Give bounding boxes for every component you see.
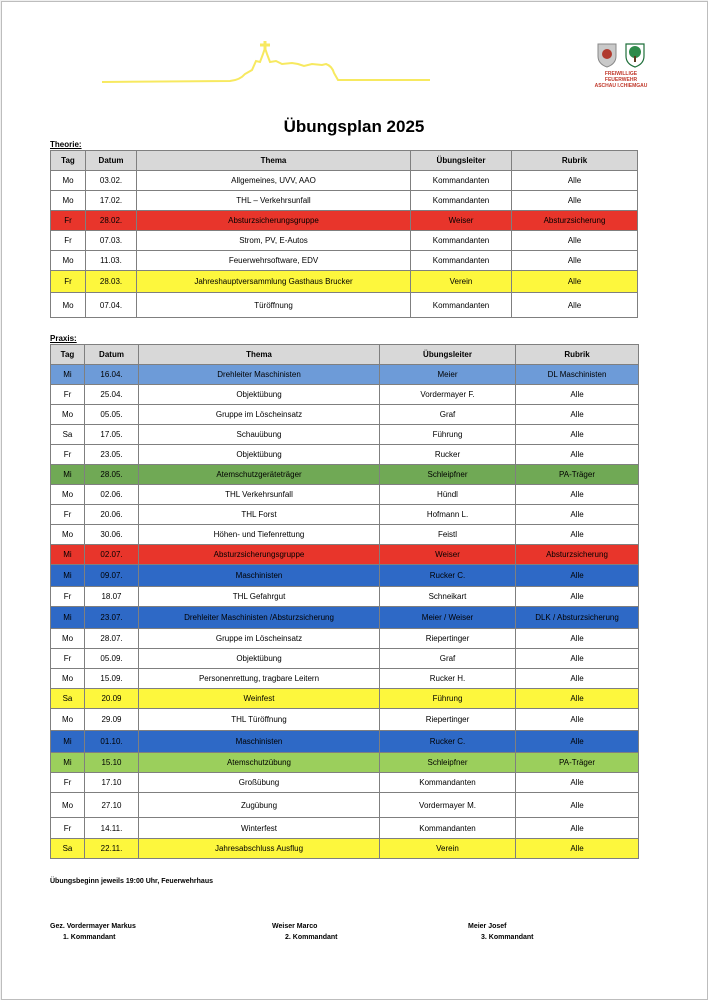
cell-tag: Mo (51, 251, 86, 271)
brigade-name: FREIWILLIGE FEUERWEHR ASCHAU I.CHIEMGAU (594, 71, 648, 89)
cell-datum: 09.07. (85, 565, 139, 587)
cell-uebungsleiter: Führung (380, 689, 516, 709)
column-header-rubrik: Rubrik (512, 151, 638, 171)
cell-datum: 23.07. (85, 607, 139, 629)
table-row (51, 465, 639, 485)
cell-thema: Allgemeines, UVV, AAO (137, 171, 411, 191)
cell-datum: 07.04. (86, 293, 137, 318)
cell-datum: 20.06. (85, 505, 139, 525)
cell-thema: Objektübung (139, 445, 380, 465)
column-header-thema: Thema (137, 151, 411, 171)
cell-rubrik: DLK / Absturzsicherung (516, 607, 639, 629)
cell-uebungsleiter: Führung (380, 425, 516, 445)
cell-rubrik: Alle (516, 587, 639, 607)
cell-rubrik: Alle (512, 171, 638, 191)
cell-datum: 07.03. (86, 231, 137, 251)
cell-thema: Zugübung (139, 793, 380, 818)
cell-rubrik: Alle (516, 649, 639, 669)
cell-rubrik: Absturzsicherung (516, 545, 639, 565)
cell-datum: 02.06. (85, 485, 139, 505)
cell-uebungsleiter: Hofmann L. (380, 505, 516, 525)
cell-datum: 27.10 (85, 793, 139, 818)
column-header-uebungsleiter: Übungsleiter (380, 345, 516, 365)
cell-tag: Mi (51, 607, 85, 629)
cell-rubrik: Alle (516, 793, 639, 818)
praxis-table (50, 344, 639, 859)
cell-rubrik: Alle (516, 709, 639, 731)
table-row (51, 689, 639, 709)
cell-rubrik: DL Maschinisten (516, 365, 639, 385)
cell-tag: Mi (51, 545, 85, 565)
cell-thema: THL – Verkehrsunfall (137, 191, 411, 211)
table-row (51, 793, 639, 818)
cell-uebungsleiter: Feistl (380, 525, 516, 545)
table-row (51, 731, 639, 753)
cell-uebungsleiter: Kommandanten (380, 818, 516, 839)
table-row (51, 607, 639, 629)
cell-thema: Winterfest (139, 818, 380, 839)
table-row (51, 171, 638, 191)
cell-datum: 15.09. (85, 669, 139, 689)
fire-brigade-logo (592, 42, 650, 89)
cell-uebungsleiter: Schleipfner (380, 465, 516, 485)
cell-rubrik: Alle (516, 445, 639, 465)
table-row (51, 753, 639, 773)
table-row (51, 211, 638, 231)
cell-uebungsleiter: Verein (411, 271, 512, 293)
cell-tag: Mo (51, 405, 85, 425)
column-header-thema: Thema (139, 345, 380, 365)
cell-uebungsleiter: Rucker (380, 445, 516, 465)
cell-rubrik: Alle (512, 251, 638, 271)
cell-tag: Fr (51, 773, 85, 793)
signature-role: 1. Kommandant (63, 934, 116, 941)
table-row (51, 545, 639, 565)
cell-datum: 28.02. (86, 211, 137, 231)
cell-thema: Höhen- und Tiefenrettung (139, 525, 380, 545)
cell-rubrik: Alle (516, 485, 639, 505)
cell-rubrik: Alle (516, 565, 639, 587)
cell-rubrik: Alle (516, 818, 639, 839)
table-row (51, 425, 639, 445)
cell-tag: Mi (51, 365, 85, 385)
table-row (51, 818, 639, 839)
mountain-church-decoration (100, 40, 440, 92)
cell-tag: Mo (51, 293, 86, 318)
cell-tag: Fr (51, 505, 85, 525)
helmet-crest-icon (595, 42, 619, 68)
cell-datum: 05.09. (85, 649, 139, 669)
cell-rubrik: Alle (512, 271, 638, 293)
cell-tag: Mo (51, 485, 85, 505)
cell-thema: Feuerwehrsoftware, EDV (137, 251, 411, 271)
cell-tag: Mo (51, 793, 85, 818)
cell-thema: Großübung (139, 773, 380, 793)
cell-tag: Mi (51, 731, 85, 753)
cell-uebungsleiter: Weiser (380, 545, 516, 565)
signature-name: Meier Josef (468, 923, 507, 930)
cell-rubrik: Alle (516, 425, 639, 445)
cell-rubrik: Alle (512, 293, 638, 318)
cell-thema: Jahresabschluss Ausflug (139, 839, 380, 859)
cell-uebungsleiter: Riepertinger (380, 709, 516, 731)
cell-tag: Fr (51, 649, 85, 669)
cell-datum: 17.10 (85, 773, 139, 793)
cell-datum: 28.07. (85, 629, 139, 649)
cell-thema: Strom, PV, E-Autos (137, 231, 411, 251)
praxis-section-label: Praxis: (50, 334, 77, 343)
cell-datum: 22.11. (85, 839, 139, 859)
cell-uebungsleiter: Graf (380, 649, 516, 669)
cell-uebungsleiter: Graf (380, 405, 516, 425)
signature-3 (468, 921, 534, 943)
cell-thema: THL Forst (139, 505, 380, 525)
cell-uebungsleiter: Schleipfner (380, 753, 516, 773)
cell-thema: THL Verkehrsunfall (139, 485, 380, 505)
cell-rubrik: Alle (516, 731, 639, 753)
table-row (51, 587, 639, 607)
cell-uebungsleiter: Meier / Weiser (380, 607, 516, 629)
start-time-note: Übungsbeginn jeweils 19:00 Uhr, Feuerwehrhaus (50, 878, 213, 885)
cell-uebungsleiter: Rucker H. (380, 669, 516, 689)
cell-uebungsleiter: Hündl (380, 485, 516, 505)
theorie-table (50, 150, 638, 318)
cell-tag: Mo (51, 171, 86, 191)
cell-datum: 29.09 (85, 709, 139, 731)
table-row (51, 839, 639, 859)
cell-tag: Fr (51, 271, 86, 293)
cell-tag: Fr (51, 587, 85, 607)
cell-rubrik: Alle (512, 231, 638, 251)
cell-uebungsleiter: Verein (380, 839, 516, 859)
cell-thema: Objektübung (139, 649, 380, 669)
cell-uebungsleiter: Rucker C. (380, 731, 516, 753)
cell-rubrik: Alle (516, 629, 639, 649)
signature-role: 3. Kommandant (481, 934, 534, 941)
cell-tag: Fr (51, 231, 86, 251)
table-row (51, 669, 639, 689)
table-row (51, 385, 639, 405)
cell-datum: 02.07. (85, 545, 139, 565)
table-row (51, 271, 638, 293)
cell-thema: Drehleiter Maschinisten (139, 365, 380, 385)
cell-rubrik: Alle (516, 505, 639, 525)
cell-uebungsleiter: Kommandanten (411, 293, 512, 318)
cell-datum: 03.02. (86, 171, 137, 191)
column-header-tag: Tag (51, 345, 85, 365)
table-row (51, 231, 638, 251)
cell-rubrik: Alle (516, 385, 639, 405)
cell-datum: 15.10 (85, 753, 139, 773)
cell-uebungsleiter: Vordermayer M. (380, 793, 516, 818)
cell-datum: 18.07 (85, 587, 139, 607)
cell-tag: Mo (51, 709, 85, 731)
cell-tag: Sa (51, 839, 85, 859)
table-row (51, 565, 639, 587)
cell-thema: Atemschutzübung (139, 753, 380, 773)
cell-rubrik: Alle (516, 405, 639, 425)
cell-datum: 28.03. (86, 271, 137, 293)
cell-datum: 01.10. (85, 731, 139, 753)
cell-thema: Jahreshauptversammlung Gasthaus Brucker (137, 271, 411, 293)
cell-thema: THL Türöffnung (139, 709, 380, 731)
table-row (51, 405, 639, 425)
table-row (51, 649, 639, 669)
table-row (51, 525, 639, 545)
cell-tag: Fr (51, 445, 85, 465)
cell-tag: Mi (51, 465, 85, 485)
cell-thema: Personenrettung, tragbare Leitern (139, 669, 380, 689)
cell-rubrik: PA-Träger (516, 753, 639, 773)
cell-thema: Gruppe im Löscheinsatz (139, 629, 380, 649)
cell-rubrik: Alle (516, 839, 639, 859)
cell-rubrik: Alle (516, 525, 639, 545)
cell-tag: Mo (51, 669, 85, 689)
cell-tag: Mi (51, 753, 85, 773)
column-header-tag: Tag (51, 151, 86, 171)
cell-thema: Atemschutzgeräteträger (139, 465, 380, 485)
cell-thema: THL Gefahrgut (139, 587, 380, 607)
cell-rubrik: PA-Träger (516, 465, 639, 485)
tree-crest-icon (623, 42, 647, 68)
cell-datum: 05.05. (85, 405, 139, 425)
cell-uebungsleiter: Kommandanten (411, 171, 512, 191)
cell-tag: Fr (51, 818, 85, 839)
signature-name: Gez. Vordermayer Markus (50, 923, 136, 930)
cell-tag: Sa (51, 689, 85, 709)
cell-thema: Absturzsicherungsgruppe (139, 545, 380, 565)
cell-datum: 14.11. (85, 818, 139, 839)
cell-uebungsleiter: Rucker C. (380, 565, 516, 587)
cell-thema: Objektübung (139, 385, 380, 405)
cell-rubrik: Alle (516, 669, 639, 689)
cell-thema: Maschinisten (139, 731, 380, 753)
theorie-section-label: Theorie: (50, 140, 82, 149)
table-row (51, 485, 639, 505)
table-row (51, 445, 639, 465)
cell-datum: 23.05. (85, 445, 139, 465)
column-header-uebungsleiter: Übungsleiter (411, 151, 512, 171)
table-row (51, 773, 639, 793)
cell-tag: Mo (51, 525, 85, 545)
cell-uebungsleiter: Meier (380, 365, 516, 385)
cell-uebungsleiter: Kommandanten (380, 773, 516, 793)
table-row (51, 251, 638, 271)
table-row (51, 365, 639, 385)
cell-rubrik: Absturzsicherung (512, 211, 638, 231)
cell-datum: 17.05. (85, 425, 139, 445)
cell-thema: Schauübung (139, 425, 380, 445)
cell-datum: 16.04. (85, 365, 139, 385)
cell-datum: 28.05. (85, 465, 139, 485)
signature-2 (272, 921, 338, 943)
cell-tag: Mi (51, 565, 85, 587)
cell-datum: 11.03. (86, 251, 137, 271)
cell-uebungsleiter: Vordermayer F. (380, 385, 516, 405)
table-row (51, 709, 639, 731)
cell-uebungsleiter: Weiser (411, 211, 512, 231)
cell-thema: Maschinisten (139, 565, 380, 587)
cell-datum: 20.09 (85, 689, 139, 709)
cell-thema: Gruppe im Löscheinsatz (139, 405, 380, 425)
table-row (51, 505, 639, 525)
table-row (51, 629, 639, 649)
cell-uebungsleiter: Riepertinger (380, 629, 516, 649)
cell-thema: Drehleiter Maschinisten /Absturzsicherung (139, 607, 380, 629)
cell-datum: 25.04. (85, 385, 139, 405)
cell-tag: Fr (51, 211, 86, 231)
cell-uebungsleiter: Kommandanten (411, 251, 512, 271)
page-title: Übungsplan 2025 (283, 117, 425, 136)
cell-thema: Absturzsicherungsgruppe (137, 211, 411, 231)
column-header-rubrik: Rubrik (516, 345, 639, 365)
cell-rubrik: Alle (516, 773, 639, 793)
cell-tag: Sa (51, 425, 85, 445)
cell-rubrik: Alle (516, 689, 639, 709)
table-row (51, 293, 638, 318)
cell-datum: 30.06. (85, 525, 139, 545)
signature-1 (50, 921, 136, 943)
cell-uebungsleiter: Schneikart (380, 587, 516, 607)
signature-role: 2. Kommandant (285, 934, 338, 941)
cell-tag: Mo (51, 629, 85, 649)
column-header-datum: Datum (86, 151, 137, 171)
cell-rubrik: Alle (512, 191, 638, 211)
cell-uebungsleiter: Kommandanten (411, 191, 512, 211)
cell-thema: Türöffnung (137, 293, 411, 318)
signature-name: Weiser Marco (272, 923, 318, 930)
cell-tag: Fr (51, 385, 85, 405)
table-row (51, 191, 638, 211)
cell-uebungsleiter: Kommandanten (411, 231, 512, 251)
cell-thema: Weinfest (139, 689, 380, 709)
column-header-datum: Datum (85, 345, 139, 365)
cell-tag: Mo (51, 191, 86, 211)
cell-datum: 17.02. (86, 191, 137, 211)
